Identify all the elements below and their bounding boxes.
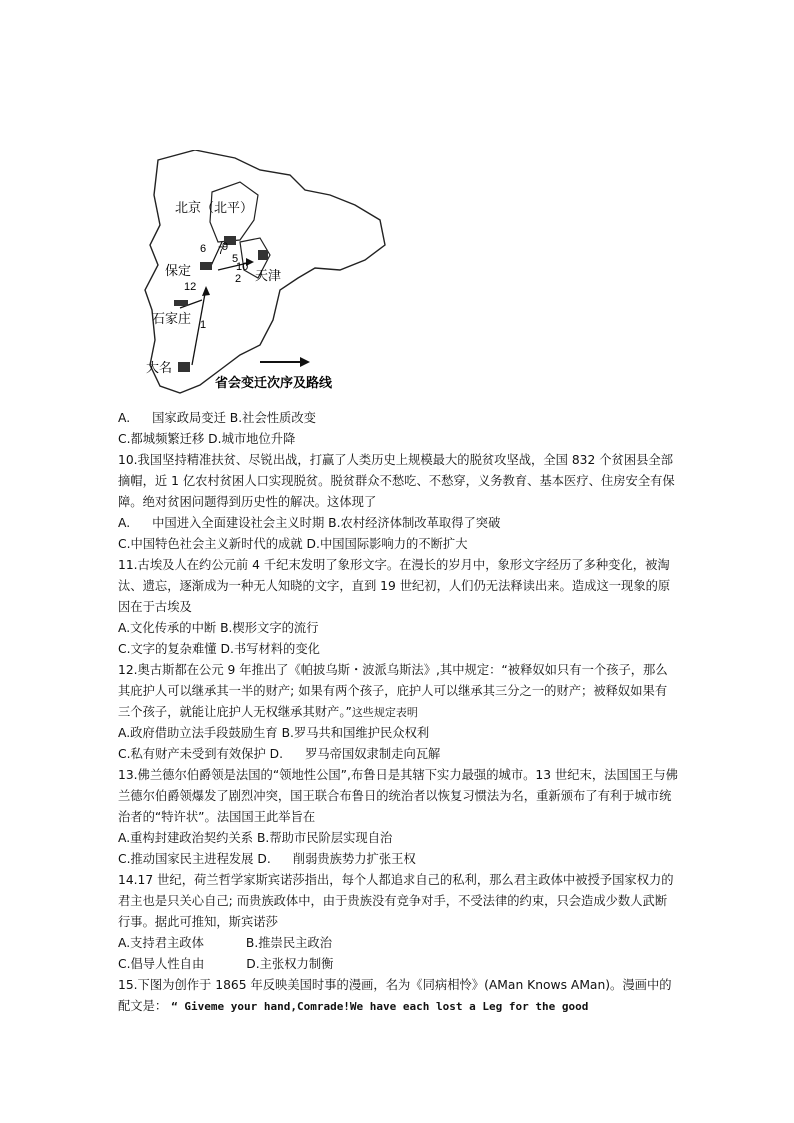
q14-option-c: C.倡导人性自由 [118, 957, 205, 971]
city-icon-tianjin [258, 250, 268, 260]
label-beijing: 北京（北平） [175, 200, 254, 215]
q9-options-text: 国家政局变迁 B.社会性质改变 [152, 411, 316, 425]
q12-options-text: 罗马帝国奴隶制走向瓦解 [305, 747, 441, 761]
q14-option-b: B.推崇民主政治 [245, 936, 333, 950]
city-icon-shijiazhuang [174, 300, 188, 306]
q10-options-text: 中国进入全面建设社会主义时期 B.农村经济体制改革取得了突破 [152, 516, 501, 530]
q12-text [118, 660, 678, 723]
label-num-9: 9 [222, 241, 229, 253]
q15-text-main: 15.下图为创作于 1865 年反映美国时事的漫画，名为《同病相怜》(AMan Knows AMan)。漫画中的配文是： [118, 978, 672, 1013]
q13-options-text: 削弱贵族势力扩张王权 [292, 852, 416, 866]
label-num-6: 6 [200, 243, 207, 255]
label-num-7: 7 [218, 245, 225, 257]
province-capital-map [140, 150, 390, 400]
q12-text-tail: 这些规定表明 [351, 706, 418, 719]
route-arrowhead-1 [202, 286, 210, 296]
q13-options-line2 [118, 849, 678, 870]
q13-text: 13.佛兰德尔伯爵领是法国的“领地性公国”,布鲁日是其辖下实力最强的城市。13 世纪末，法国国王与佛兰德尔伯爵领爆发了剧烈冲突，国王联合布鲁日的统治者以恢复习惯法为名，重新颁布了有利于城市统治者的“特许状”。法国国王此举旨在 [118, 768, 678, 824]
label-num-2: 2 [235, 273, 242, 285]
map-legend: 省会变迁次序及路线 [215, 375, 333, 390]
q11-options-line2: C.文字的复杂难懂 D.书写材料的变化 [118, 642, 320, 656]
q12-options-label: C.私有财产未受到有效保护 D. [118, 747, 284, 761]
label-num-5: 5 [232, 253, 239, 265]
q14-option-a: A.支持君主政体 [118, 936, 204, 950]
q9-option-a-label: A. [118, 411, 131, 425]
q12-options-line1: A.政府借助立法手段鼓励生育 B.罗马共和国维护民众权利 [118, 726, 430, 740]
legend-arrowhead [300, 357, 310, 367]
q12-options-line2 [118, 744, 678, 765]
label-num-10: 10 [236, 261, 249, 273]
q11-text: 11.古埃及人在约公元前 4 千纪末发明了象形文字。在漫长的岁月中，象形文字经历了多种变化，被淘汰、遗忘，逐渐成为一种无人知晓的文字，直到 19 世纪初，人们仍无法释读出来。造成这一现象的原因在于古埃及 [118, 558, 671, 614]
q14-options-line2 [118, 954, 678, 975]
question-content [118, 408, 678, 1017]
label-baoding: 保定 [165, 263, 192, 278]
label-num-1: 1 [200, 319, 207, 331]
q13-options-line1: A.重构封建政治契约关系 B.帮助市民阶层实现自治 [118, 831, 393, 845]
q9-options-line1 [118, 408, 678, 429]
label-daming: 大名 [146, 360, 173, 375]
q12-text-main: 12.奥古斯都在公元 9 年推出了《帕披乌斯・波派乌斯法》,其中规定：“被释奴如只有一个孩子，那么其庇护人可以继承其一半的财产; 如果有两个孩子，庇护人可以继承其三分之一的财产；被释奴如果有三个孩子，就能让庇护人无权继承其财产。” [118, 663, 668, 719]
q9-options-line2: C.都城频繁迁移 D.城市地位升降 [118, 432, 296, 446]
label-tianjin: 天津 [255, 268, 282, 283]
q10-options-line2: C.中国特色社会主义新时代的成就 D.中国国际影响力的不断扩大 [118, 537, 468, 551]
q15-quote: “ Giveme your hand,Comrade!We have each lost a Leg for the good [171, 1000, 589, 1013]
q10-option-a-label: A. [118, 516, 131, 530]
q10-options-line1 [118, 513, 678, 534]
city-icon-daming [178, 362, 190, 372]
q14-options-line1 [118, 933, 678, 954]
q15-text [118, 975, 678, 1017]
q14-option-d: D.主张权力制衡 [246, 957, 334, 971]
city-icon-baoding [200, 262, 212, 270]
map-svg [140, 150, 390, 400]
q13-options-label: C.推动国家民主进程发展 D. [118, 852, 271, 866]
q10-text: 10.我国坚持精准扶贫、尽锐出战，打赢了人类历史上规模最大的脱贫攻坚战，全国 832 个贫困县全部摘帽，近 1 亿农村贫困人口实现脱贫。脱贫群众不愁吃、不愁穿，义务教育、基本医疗、住房安全有保障。绝对贫困问题得到历史性的解决。这体现了 [118, 453, 675, 509]
label-num-12: 12 [184, 281, 197, 293]
q11-options-line1: A.文化传承的中断 B.楔形文字的流行 [118, 621, 319, 635]
label-shijiazhuang: 石家庄 [152, 311, 192, 326]
q14-text: 14.17 世纪，荷兰哲学家斯宾诺莎指出，每个人都追求自己的私利，那么君主政体中被授予国家权力的君主也是只关心自己; 而贵族政体中，由于贵族没有竞争对手，不受法律的约束，只会造成少数人武断行事。据此可推知，斯宾诺莎 [118, 873, 674, 929]
